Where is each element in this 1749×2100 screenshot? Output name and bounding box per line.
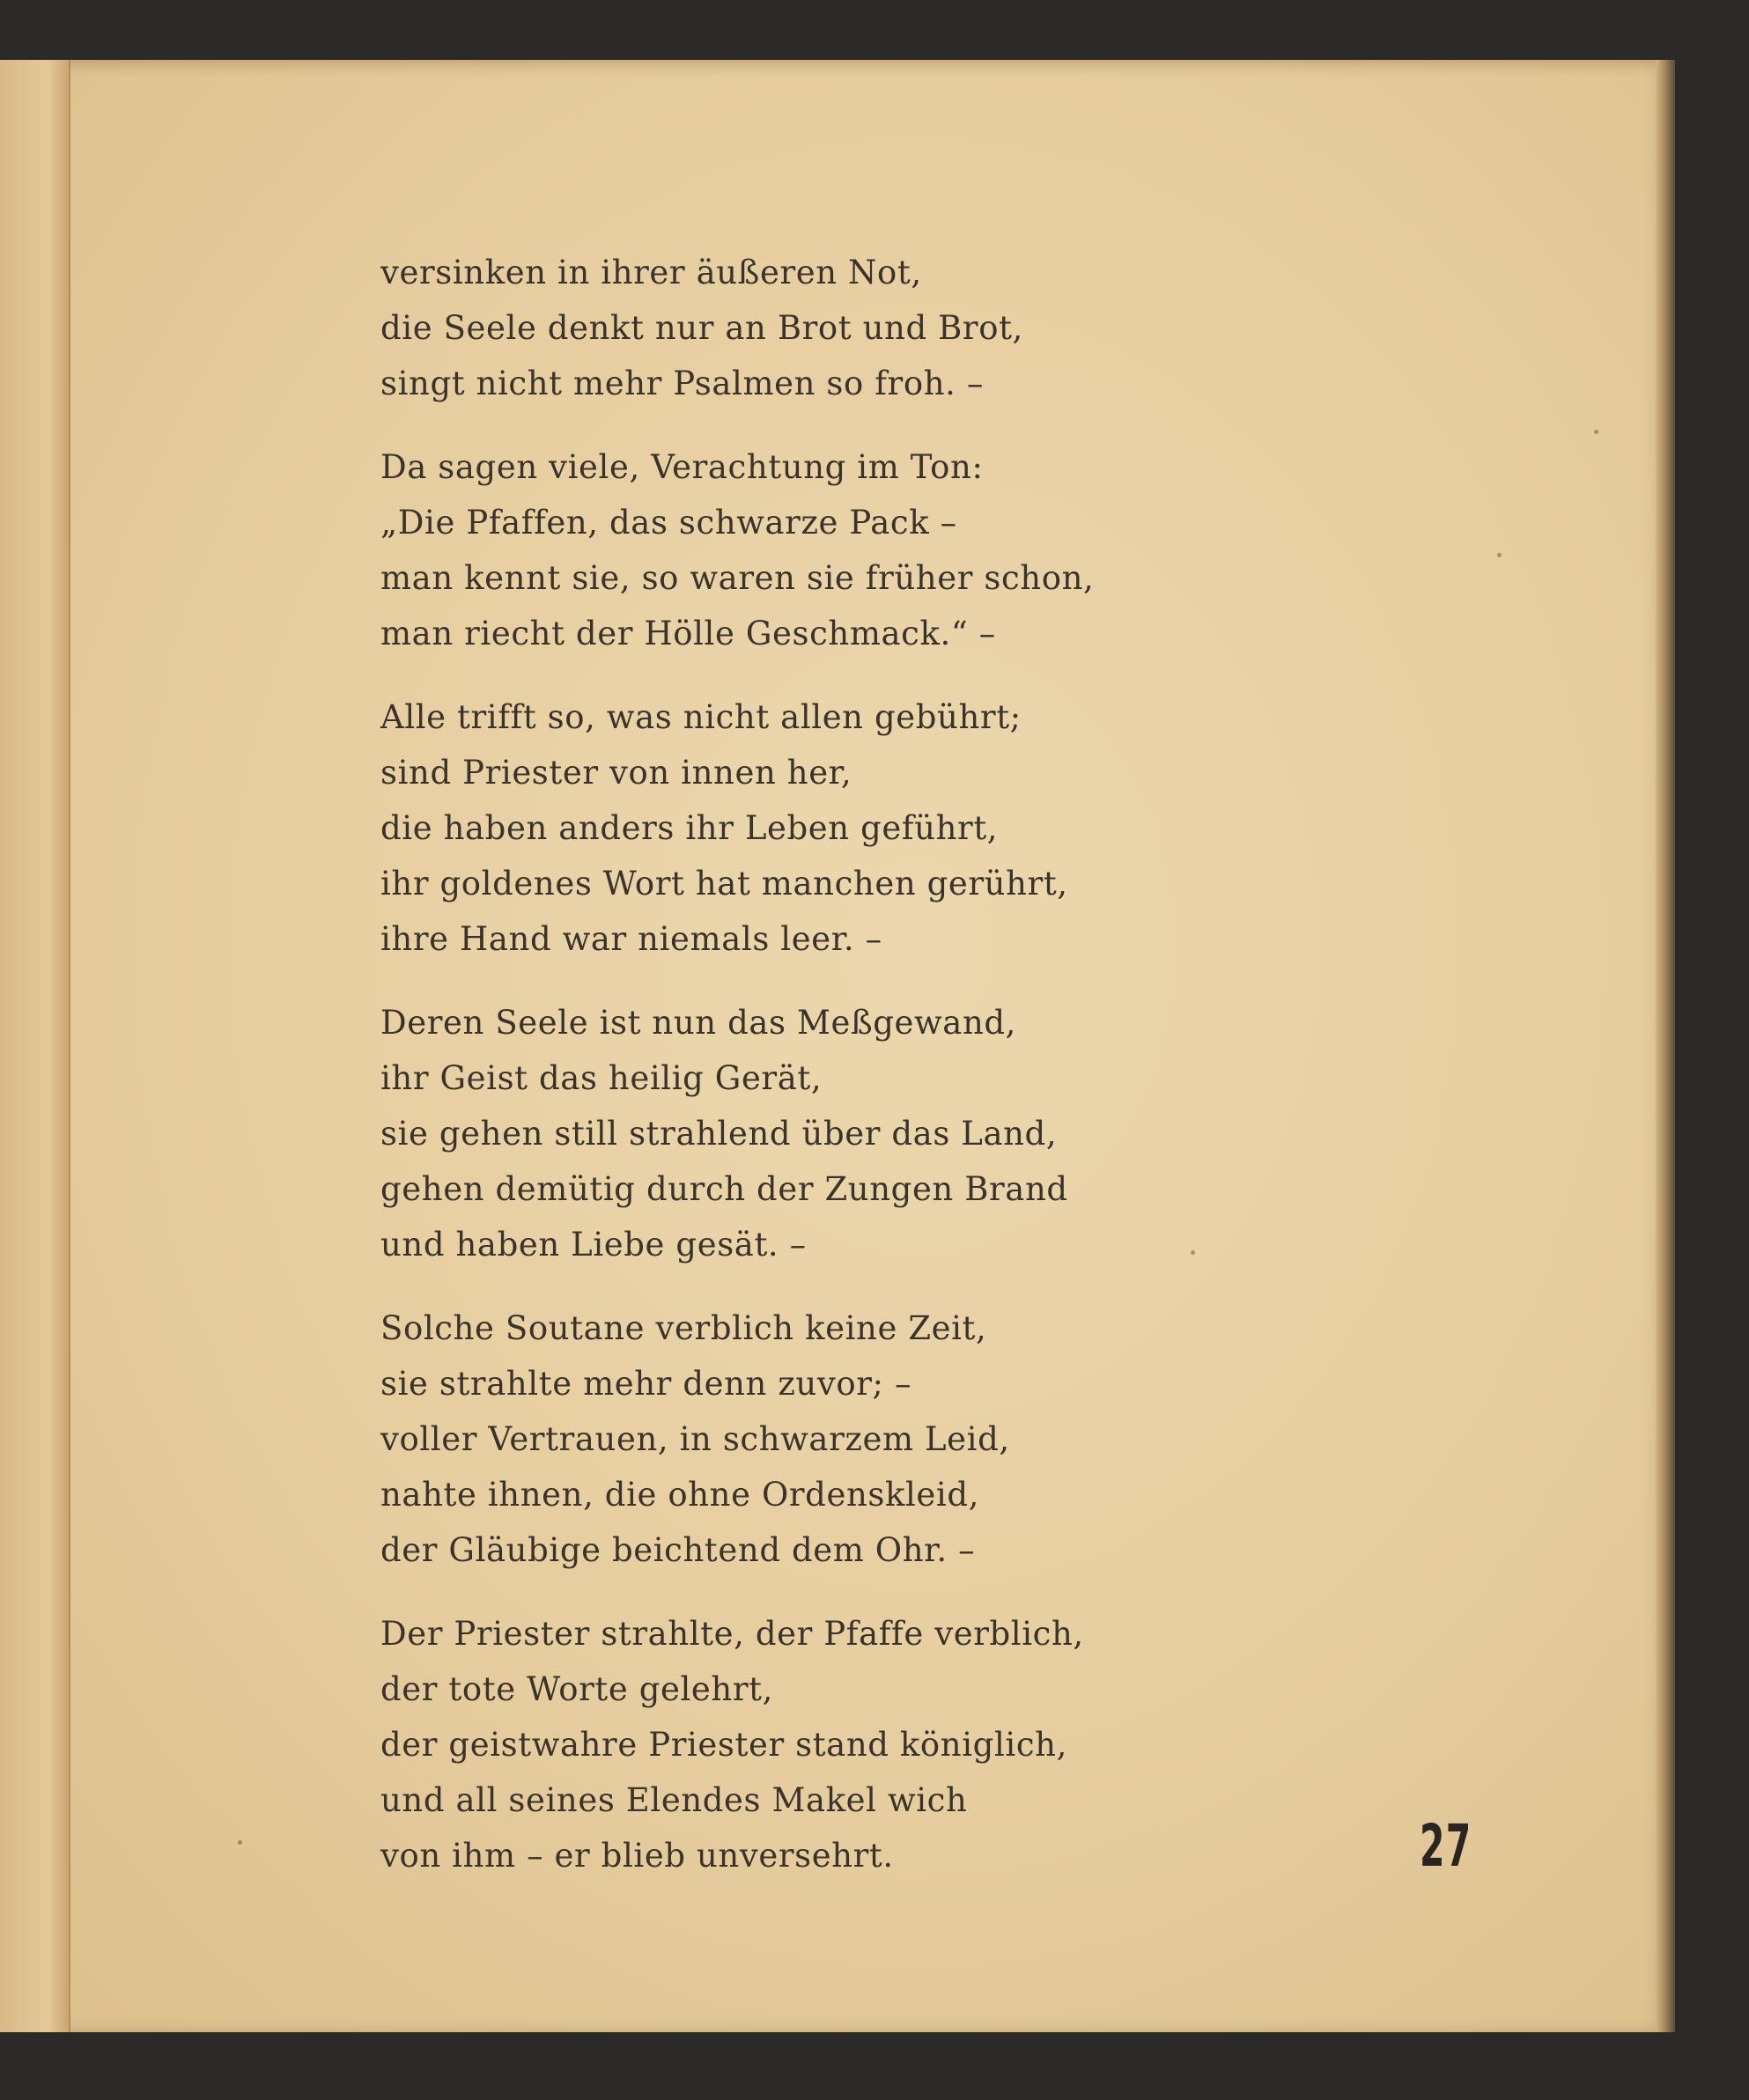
poem-line: Da sagen viele, Verachtung im Ton: <box>380 448 984 486</box>
paper-page <box>0 60 1667 2032</box>
poem-line: nahte ihnen, die ohne Ordenskleid, <box>380 1476 980 1514</box>
poem-line: „Die Pfaffen, das schwarze Pack – <box>380 504 957 542</box>
stanza <box>380 1606 1261 1883</box>
left-page-edge <box>0 60 70 2032</box>
poem-text <box>380 245 1261 1912</box>
paper-speck <box>1594 430 1598 434</box>
poem-line: die haben anders ihr Leben geführt, <box>380 809 999 847</box>
poem-line: und all seines Elendes Makel wich <box>380 1781 968 1819</box>
poem-line: singt nicht mehr Psalmen so froh. – <box>380 365 984 402</box>
page-number: 27 <box>1420 1812 1472 1880</box>
stanza <box>380 689 1261 967</box>
stanza <box>380 439 1261 661</box>
stanza <box>380 245 1261 411</box>
poem-line: der geistwahre Priester stand königlich, <box>380 1726 1067 1764</box>
paper-speck <box>1497 553 1502 557</box>
poem-line: versinken in ihrer äußeren Not, <box>380 254 922 291</box>
poem-line: sie gehen still strahlend über das Land, <box>380 1115 1058 1153</box>
poem-line: sind Priester von innen her, <box>380 754 852 792</box>
poem-line: ihr Geist das heilig Gerät, <box>380 1059 823 1097</box>
poem-line: die Seele denkt nur an Brot und Brot, <box>380 309 1023 347</box>
poem-line: Deren Seele ist nun das Meßgewand, <box>380 1004 1017 1042</box>
poem-line: von ihm – er blieb unversehrt. <box>380 1837 894 1875</box>
poem-line: der Gläubige beichtend dem Ohr. – <box>380 1531 976 1569</box>
poem-line: voller Vertrauen, in schwarzem Leid, <box>380 1420 1010 1458</box>
paper-speck <box>238 1840 242 1845</box>
poem-line: ihr goldenes Wort hat manchen gerührt, <box>380 865 1068 903</box>
poem-line: Der Priester strahlte, der Pfaffe verblich, <box>380 1615 1084 1653</box>
poem-line: man kennt sie, so waren sie früher schon, <box>380 559 1095 597</box>
poem-line: sie strahlte mehr denn zuvor; – <box>380 1365 912 1403</box>
poem-line: und haben Liebe gesät. – <box>380 1226 807 1264</box>
poem-line: gehen demütig durch der Zungen Brand <box>380 1170 1068 1208</box>
poem-line: Alle trifft so, was nicht allen gebührt; <box>380 698 1022 736</box>
poem-line: Solche Soutane verblich keine Zeit, <box>380 1309 987 1347</box>
stanza <box>380 1301 1261 1578</box>
poem-line: der tote Worte gelehrt, <box>380 1670 773 1708</box>
stanza <box>380 995 1261 1272</box>
poem-line: man riecht der Hölle Geschmack.“ – <box>380 615 996 652</box>
right-page-edge <box>1656 60 1675 2032</box>
poem-line: ihre Hand war niemals leer. – <box>380 920 882 958</box>
